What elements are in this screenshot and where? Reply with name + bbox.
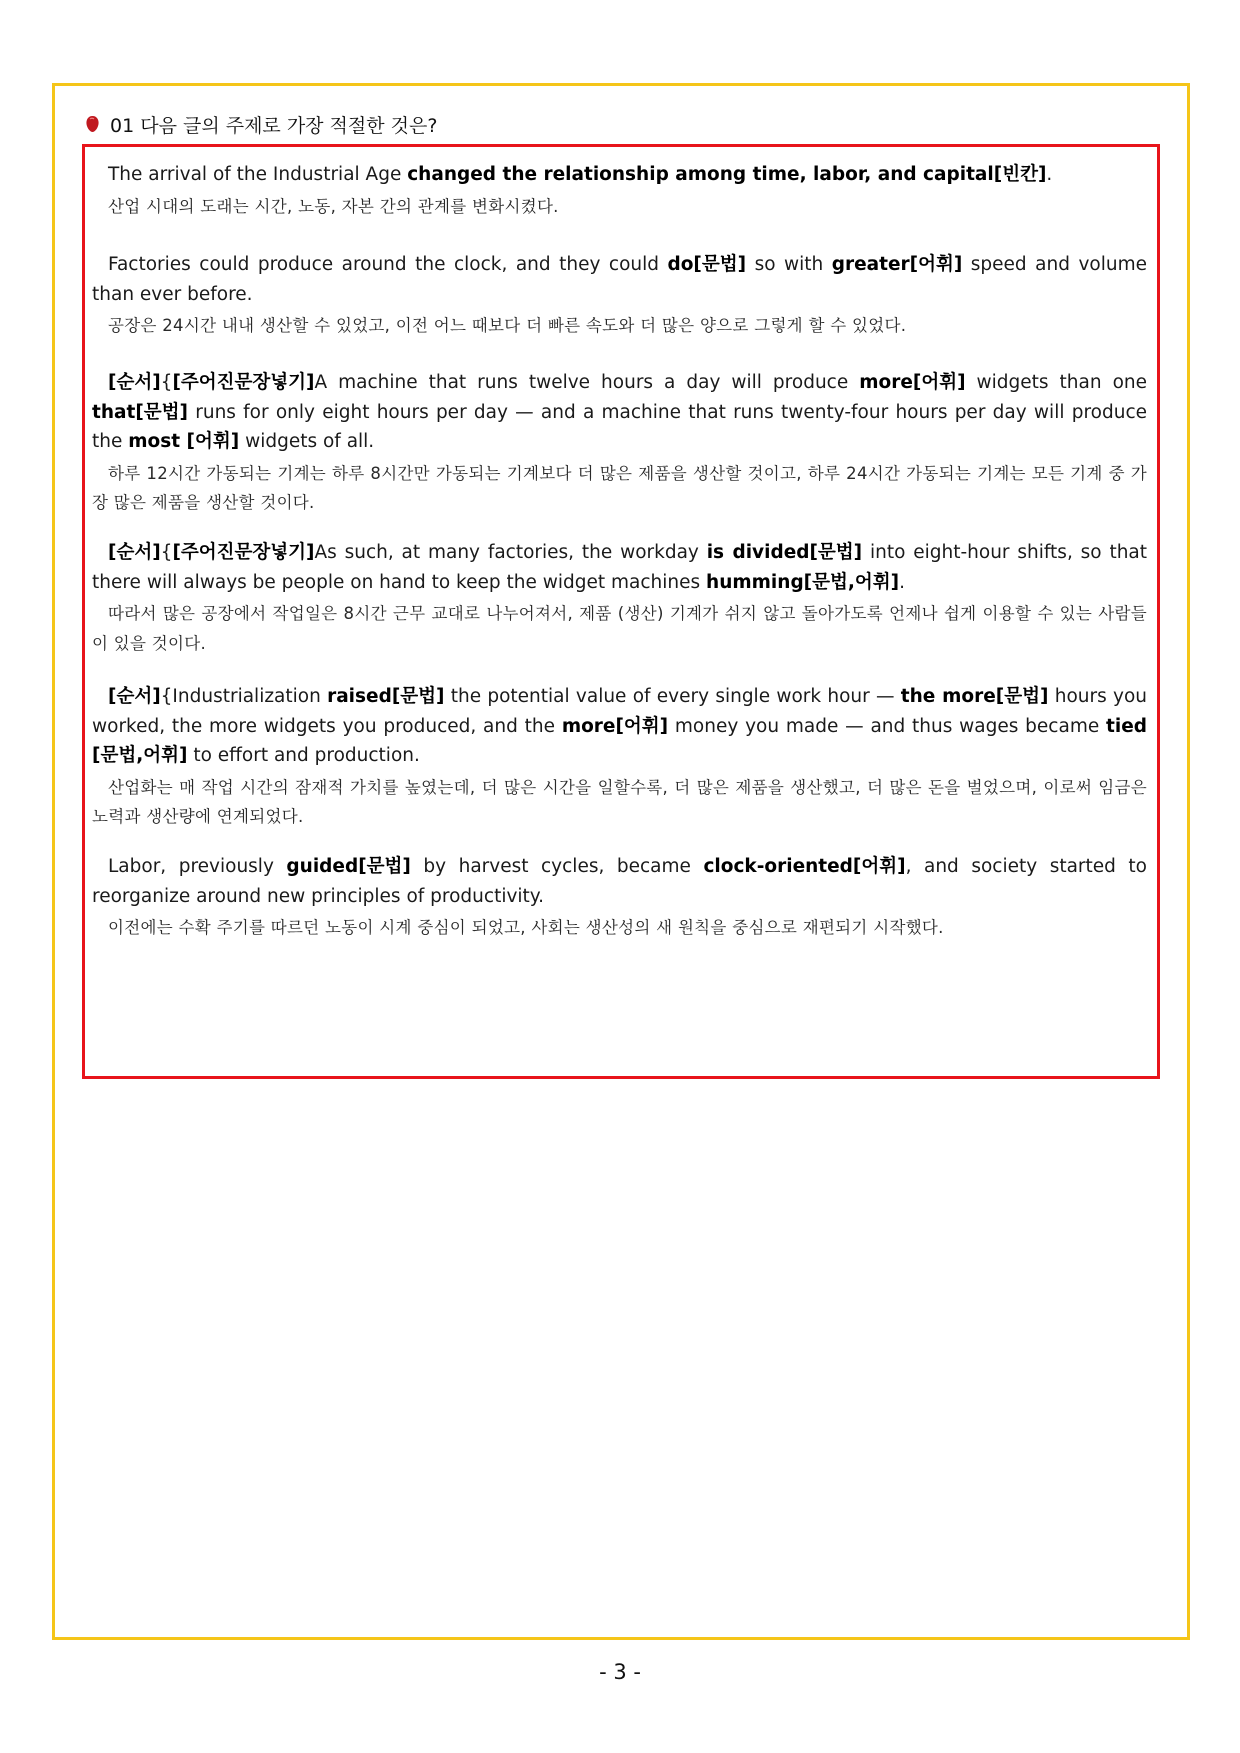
sentence-text: {	[160, 542, 173, 563]
question-header	[85, 111, 437, 137]
sentence-text: , and society started to reorganize around new principles of productivity.	[92, 856, 1147, 907]
english-sentence	[92, 250, 1147, 309]
english-sentence	[92, 682, 1147, 771]
bold-keyword: greater[어휘]	[831, 254, 963, 275]
sentence-text: into eight-hour shifts, so that there will always be people on hand to keep the widget machines	[92, 542, 1148, 593]
sentence-text: hours you worked, the more widgets you produced, and the	[92, 686, 1147, 737]
sentence-text: {Industrialization	[160, 686, 328, 707]
passage-paragraph-2	[92, 250, 1147, 341]
bold-keyword: [순서]	[108, 686, 161, 707]
sentence-text: The arrival of the Industrial Age	[108, 164, 408, 185]
english-sentence	[92, 368, 1147, 457]
bold-keyword: raised[문법]	[327, 686, 445, 707]
bold-keyword: guided[문법]	[286, 856, 411, 877]
sentence-text: runs for only eight hours per day — and a machine that runs twenty-four hours per day will produce the	[92, 401, 1147, 452]
page-number: - 3 -	[599, 1660, 641, 1684]
bold-keyword: [순서]	[108, 542, 161, 563]
english-sentence	[92, 538, 1147, 597]
korean-translation: 따라서 많은 공장에서 작업일은 8시간 근무 교대로 나누어져서, 제품 (생산) 기계가 쉬지 않고 돌아가도록 언제나 쉽게 이용할 수 있는 사람들이 있을 것이다.	[92, 604, 1147, 653]
sentence-text: widgets of all.	[239, 431, 375, 452]
bold-keyword: the more[문법]	[900, 686, 1049, 707]
english-sentence	[92, 160, 1147, 190]
korean-translation: 공장은 24시간 내내 생산할 수 있었고, 이전 어느 때보다 더 빠른 속도와 더 많은 양으로 그렇게 할 수 있었다.	[108, 316, 907, 335]
sentence-text: As such, at many factories, the workday	[314, 542, 707, 563]
red-bullet-icon	[85, 115, 100, 133]
bold-keyword: humming[문법,어휘]	[706, 571, 900, 593]
korean-translation: 산업 시대의 도래는 시간, 노동, 자본 간의 관계를 변화시켰다.	[108, 196, 559, 216]
passage-paragraph-1	[92, 160, 1147, 221]
sentence-text: to effort and production.	[187, 745, 420, 766]
bold-keyword: [순서]	[108, 372, 161, 393]
sentence-text: .	[1046, 164, 1053, 185]
sentence-text: .	[899, 571, 905, 593]
sentence-text: Labor, previously	[108, 856, 287, 877]
bold-keyword: tied [문법,어휘]	[92, 715, 1147, 766]
bold-keyword: [주어진문장넣기]	[172, 372, 315, 393]
sentence-text: money you made — and thus wages became	[668, 715, 1107, 737]
sentence-text: speed and volume than ever before.	[92, 254, 1147, 305]
sentence-text: A machine that runs twelve hours a day will produce	[314, 372, 860, 393]
passage-paragraph-6	[92, 852, 1147, 943]
english-sentence	[92, 852, 1147, 911]
bold-keyword: that[문법]	[92, 401, 188, 423]
passage-paragraph-5	[92, 682, 1147, 832]
sentence-text: so with	[746, 254, 832, 275]
bold-keyword: changed the relationship among time, labor, and capital[빈칸]	[407, 164, 1047, 185]
passage-paragraph-4	[92, 538, 1147, 658]
sentence-text: by harvest cycles, became	[410, 856, 704, 877]
bold-keyword: do[문법]	[667, 254, 747, 275]
korean-translation: 이전에는 수확 주기를 따르던 노동이 시계 중심이 되었고, 사회는 생산성의 새 원칙을 중심으로 재편되기 시작했다.	[108, 918, 944, 937]
bold-keyword: is divided[문법]	[706, 542, 863, 563]
bold-keyword: more[어휘]	[561, 715, 669, 737]
sentence-text: the potential value of every single work hour —	[444, 686, 901, 707]
sentence-text: {	[160, 372, 173, 393]
korean-translation: 하루 12시간 가동되는 기계는 하루 8시간만 가동되는 기계보다 더 많은 제품을 생산할 것이고, 하루 24시간 가동되는 기계는 모든 기계 중 가장 많은 제품을 생산할 것이다.	[92, 463, 1147, 512]
question-text: 01 다음 글의 주제로 가장 적절한 것은?	[110, 114, 438, 137]
korean-translation: 산업화는 매 작업 시간의 잠재적 가치를 높였는데, 더 많은 시간을 일할수록, 더 많은 제품을 생산했고, 더 많은 돈을 벌었으며, 이로써 임금은 노력과 생산량에 연계되었다.	[92, 777, 1147, 826]
sentence-text: widgets than one	[965, 372, 1147, 393]
passage-paragraph-3	[92, 368, 1147, 518]
bold-keyword: more[어휘]	[859, 372, 966, 393]
bold-keyword: [주어진문장넣기]	[172, 542, 315, 563]
sentence-text: Factories could produce around the clock, and they could	[108, 254, 668, 275]
bold-keyword: clock-oriented[어휘]	[703, 856, 906, 877]
bold-keyword: most [어휘]	[128, 431, 240, 452]
